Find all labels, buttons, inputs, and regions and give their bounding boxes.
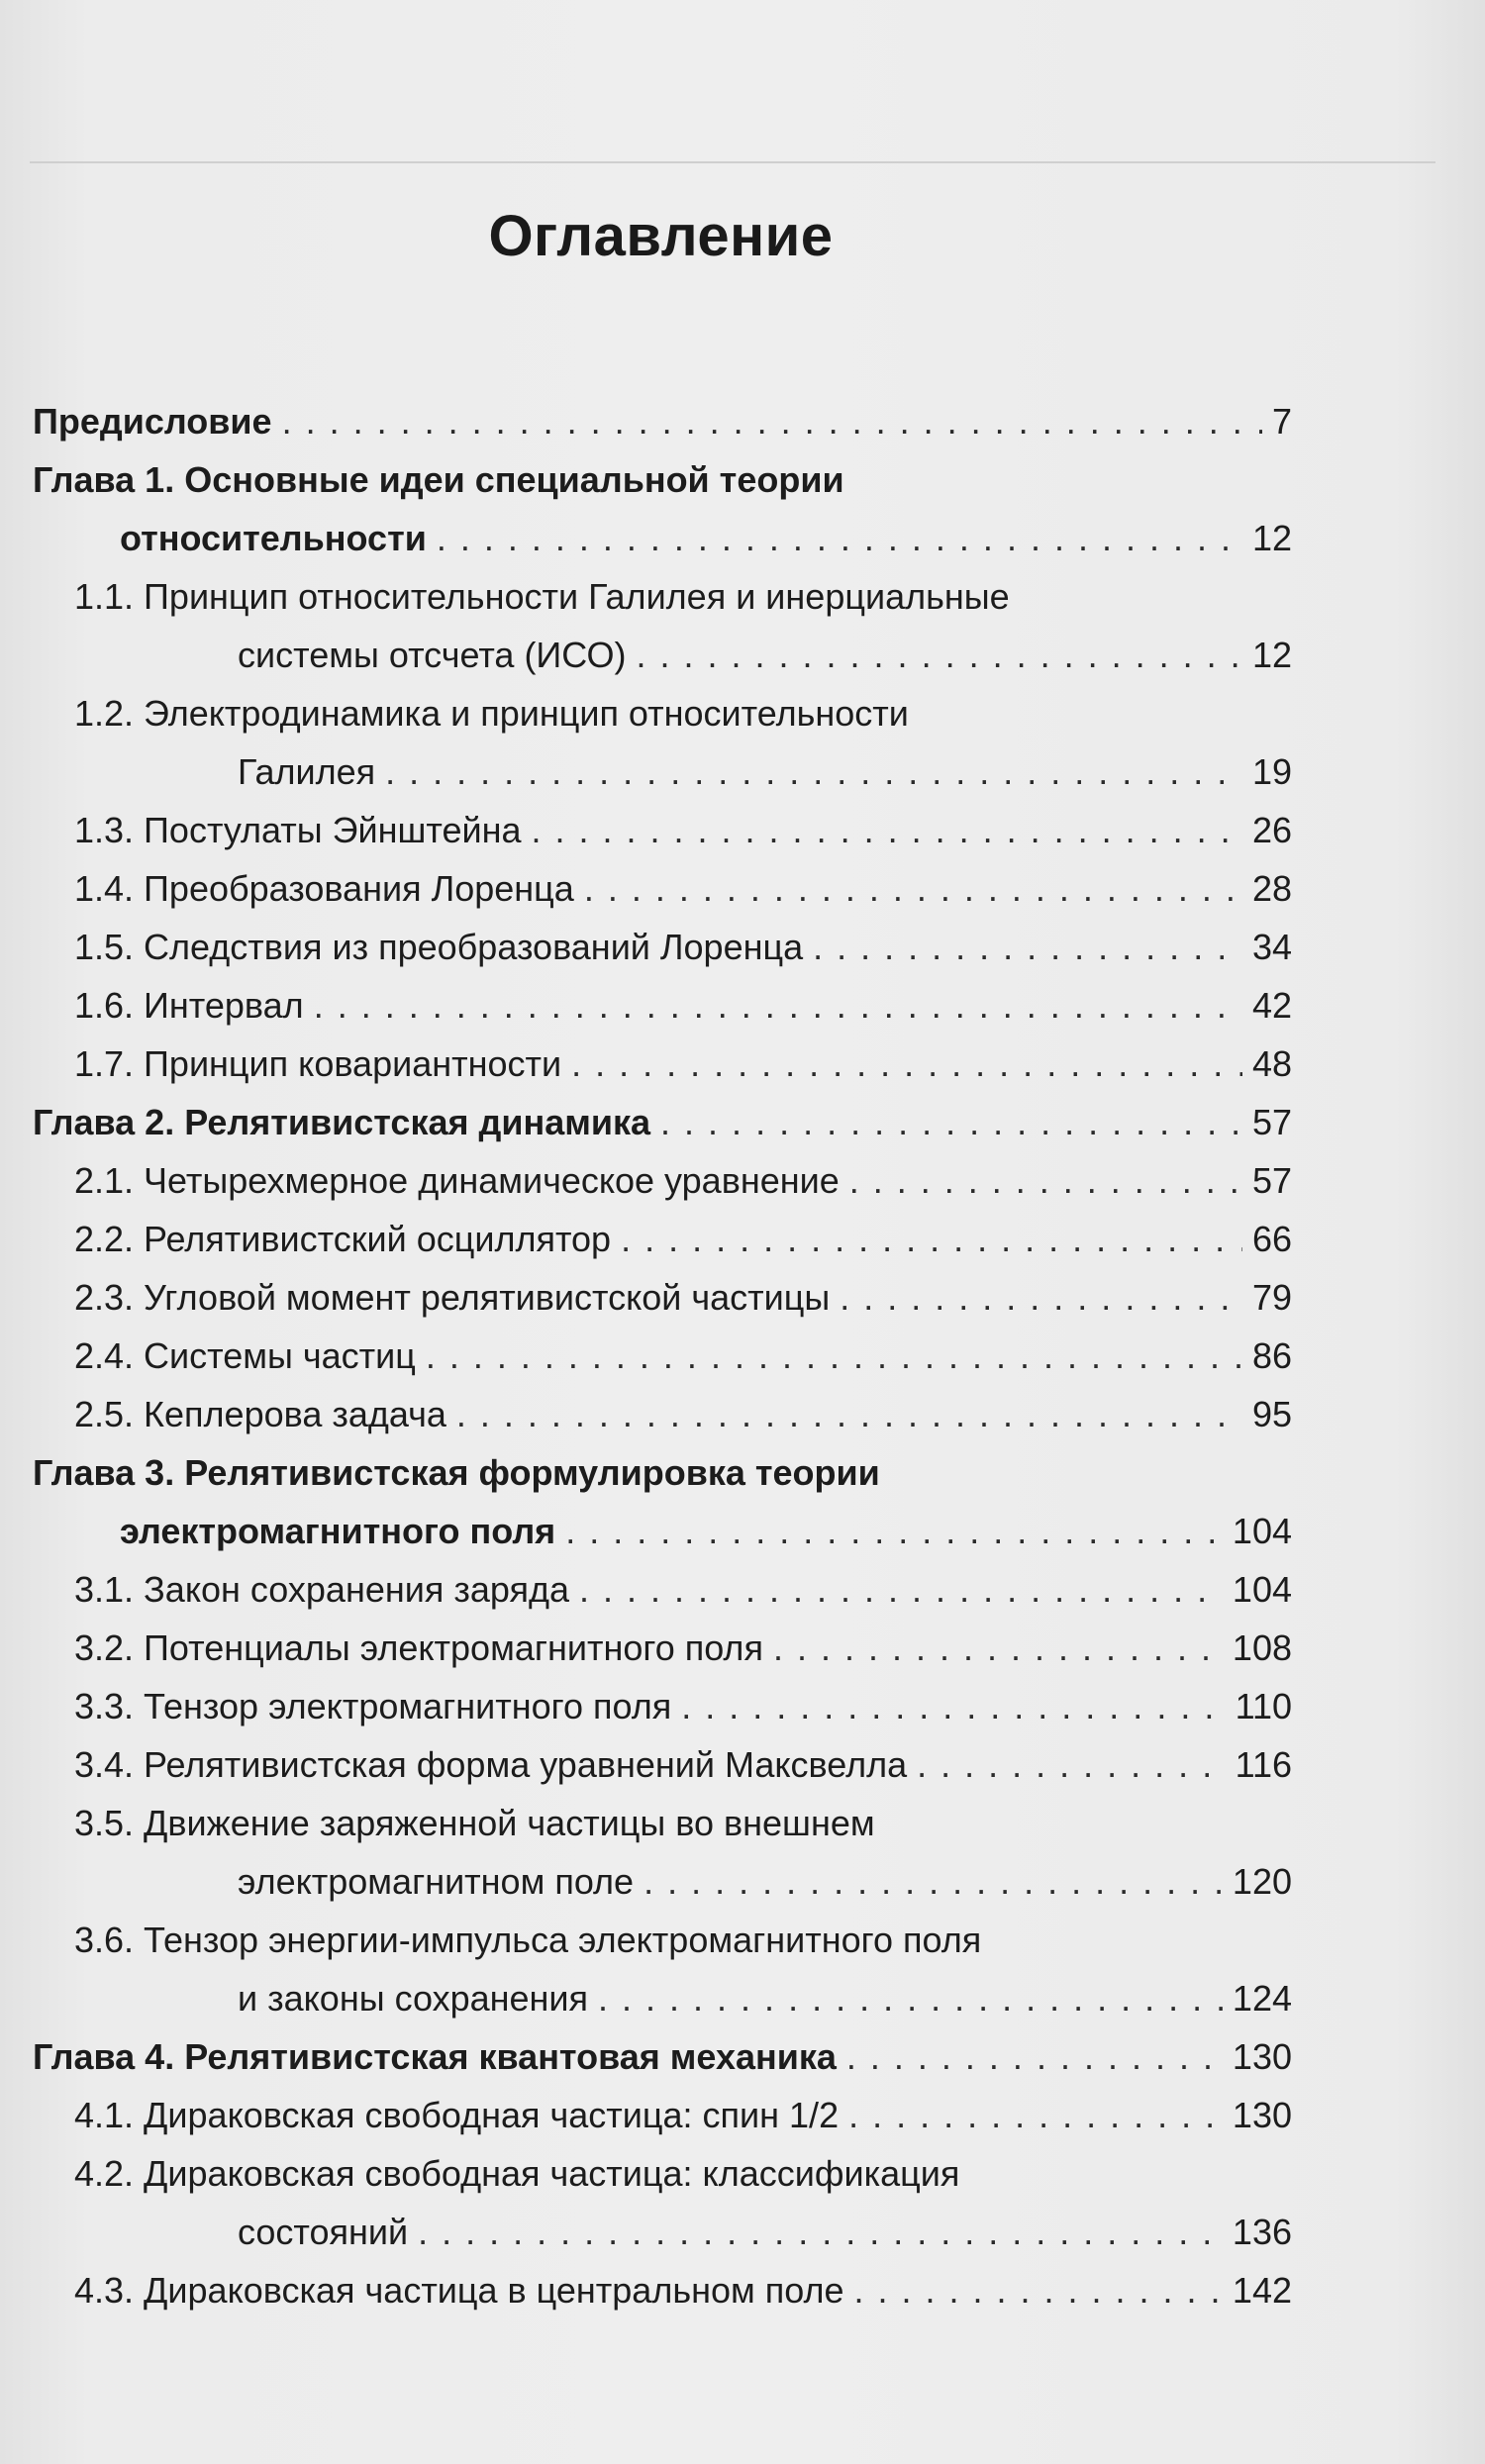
toc-entry-line [74,1794,1292,1852]
toc-entry-title: 3.6. Тензор энергии-импульса электромагнитного поля [74,1920,982,1960]
toc-entry-line [74,2144,1292,2203]
toc-page-number: 48 [1251,1043,1292,1084]
dot-leader [846,2027,1223,2086]
toc-entry-line [74,626,1292,684]
toc-section-entry[interactable] [33,801,1292,859]
toc-chapter-entry[interactable] [33,450,1292,567]
toc-entry-title: 4.2. Дираковская свободная частица: классификация [74,2153,960,2194]
toc-entry-line [74,1385,1292,1443]
dot-leader [621,1210,1242,1268]
toc-entry-line [74,801,1292,859]
toc-entry-line [74,742,1292,801]
dot-leader [637,626,1242,684]
dot-leader [456,1385,1242,1443]
toc-entry-line [33,1443,1292,1502]
toc-entry-line [33,1093,1292,1151]
toc-page-number: 110 [1235,1686,1292,1726]
toc-entry-title: 1.1. Принцип относительности Галилея и инерциальные [74,576,1010,617]
toc-entry-line [74,1151,1292,1210]
toc-entry-title: 2.2. Релятивистский осциллятор [74,1219,612,1259]
toc-page-number: 28 [1251,868,1292,909]
toc-section-entry[interactable] [33,1151,1292,1210]
toc-chapter-entry[interactable] [33,1443,1292,1560]
toc-section-entry[interactable] [33,976,1292,1035]
toc-page-number: 34 [1251,927,1292,967]
toc-page-number: 124 [1232,1978,1292,2019]
toc-entry-title: состояний [238,2212,409,2252]
toc-section-entry[interactable] [33,2086,1292,2144]
toc-section-entry[interactable] [33,1735,1292,1794]
toc-section-entry[interactable] [33,859,1292,918]
toc-entry-title: 3.2. Потенциалы электромагнитного поля [74,1627,763,1668]
page-title: Оглавление [488,204,834,268]
toc-chapter-entry[interactable] [33,1093,1292,1151]
toc-page-number: 104 [1232,1569,1292,1610]
toc-entry-line [74,1911,1292,1969]
toc-page-number: 142 [1232,2270,1292,2311]
toc-section-entry[interactable] [33,1327,1292,1385]
dot-leader [426,1327,1242,1385]
header-rule [30,161,1436,163]
toc-page-number: 19 [1251,751,1292,792]
toc-page-number: 26 [1251,810,1292,850]
toc-page-number: 42 [1251,985,1292,1026]
toc-page-number: 86 [1251,1335,1292,1376]
toc-entry-title: электромагнитного поля [120,1511,556,1551]
dot-leader [644,1852,1223,1911]
toc-entry-title: системы отсчета (ИСО) [238,635,627,675]
toc-page-number: 7 [1271,401,1292,442]
toc-entry-title: 1.6. Интервал [74,985,304,1026]
toc-section-entry[interactable] [33,1210,1292,1268]
toc-page-number: 120 [1232,1861,1292,1902]
toc-entry-line [74,976,1292,1035]
toc-page-number: 104 [1232,1511,1292,1551]
toc-entry-title: Глава 1. Основные идеи специальной теории [33,459,844,500]
toc-entry-title: Галилея [238,751,376,792]
toc-entry-line [74,684,1292,742]
dot-leader [849,1151,1242,1210]
toc-entry-title: Предисловие [33,401,272,442]
dot-leader [773,1619,1223,1677]
toc-entry-line [33,392,1292,450]
toc-entry-title: 1.7. Принцип ковариантности [74,1043,562,1084]
toc-entry-line [33,509,1292,567]
toc-entry-line [74,1560,1292,1619]
toc-entry-title: 2.1. Четырехмерное динамическое уравнение [74,1160,840,1201]
toc-section-entry[interactable] [33,567,1292,684]
toc-section-entry[interactable] [33,918,1292,976]
toc-section-entry[interactable] [33,1560,1292,1619]
toc-entry-title: 2.3. Угловой момент релятивистской частицы [74,1277,831,1318]
toc-page-number: 136 [1232,2212,1292,2252]
toc-entry-line [74,1268,1292,1327]
toc-entry-line [74,859,1292,918]
toc-section-entry[interactable] [33,1035,1292,1093]
toc-entry-title: Глава 3. Релятивистская формулировка теории [33,1452,880,1493]
toc-entry-title: 4.1. Дираковская свободная частица: спин 1/2 [74,2095,840,2135]
toc-section-entry[interactable] [33,1911,1292,2027]
dot-leader [813,918,1242,976]
toc-entry-line [74,1619,1292,1677]
dot-leader [437,509,1242,567]
dot-leader [282,392,1262,450]
toc-chapter-entry[interactable] [33,2027,1292,2086]
toc-entry-title: 1.5. Следствия из преобразований Лоренца [74,927,804,967]
toc-entry-title: 3.4. Релятивистская форма уравнений Максвелла [74,1744,908,1785]
dot-leader [598,1969,1223,2027]
toc-page-number: 79 [1251,1277,1292,1318]
dot-leader [848,2086,1223,2144]
toc-entry-line [74,2086,1292,2144]
toc-entry-title: 1.4. Преобразования Лоренца [74,868,574,909]
toc-section-entry[interactable] [33,1794,1292,1911]
toc-page-number: 130 [1232,2036,1292,2077]
toc-entry-line [74,2203,1292,2261]
toc-chapter-entry[interactable] [33,392,1292,450]
toc-page-number: 12 [1251,518,1292,558]
toc-page-number: 57 [1251,1102,1292,1142]
toc-section-entry[interactable] [33,1385,1292,1443]
toc-section-entry[interactable] [33,2261,1292,2319]
dot-leader [854,2261,1223,2319]
toc-entry-title: 1.3. Постулаты Эйнштейна [74,810,522,850]
toc-page-number: 57 [1251,1160,1292,1201]
toc-entry-title: электромагнитном поле [238,1861,635,1902]
dot-leader [584,859,1242,918]
toc-entry-title: 3.3. Тензор электромагнитного поля [74,1686,672,1726]
dot-leader [840,1268,1242,1327]
toc-entry-title: 3.1. Закон сохранения заряда [74,1569,569,1610]
toc-entry-line [74,1035,1292,1093]
table-of-contents [33,392,1292,2319]
toc-entry-line [74,1969,1292,2027]
dot-leader [571,1035,1242,1093]
toc-entry-title: 3.5. Движение заряженной частицы во внешнем [74,1803,875,1843]
toc-page-number: 66 [1251,1219,1292,1259]
toc-entry-title: и законы сохранения [238,1978,589,2019]
toc-entry-line [74,1735,1292,1794]
toc-entry-title: относительности [120,518,427,558]
dot-leader [917,1735,1225,1794]
toc-entry-title: 2.4. Системы частиц [74,1335,416,1376]
toc-page-number: 12 [1251,635,1292,675]
toc-entry-line [33,2027,1292,2086]
toc-entry-line [74,1210,1292,1268]
dot-leader [565,1502,1223,1560]
toc-section-entry[interactable] [33,2144,1292,2261]
toc-entry-title: Глава 4. Релятивистская квантовая механика [33,2036,837,2077]
toc-page-number: 130 [1232,2095,1292,2135]
dot-leader [418,2203,1223,2261]
toc-entry-title: 1.2. Электродинамика и принцип относительности [74,693,909,734]
toc-page-number: 95 [1251,1394,1292,1434]
toc-entry-line [74,1327,1292,1385]
dot-leader [681,1677,1225,1735]
dot-leader [314,976,1242,1035]
toc-page-number: 108 [1232,1627,1292,1668]
toc-entry-line [33,1502,1292,1560]
toc-entry-title: Глава 2. Релятивистская динамика [33,1102,651,1142]
dot-leader [660,1093,1242,1151]
toc-section-entry[interactable] [33,1619,1292,1677]
toc-entry-title: 4.3. Дираковская частица в центральном поле [74,2270,844,2311]
toc-entry-line [74,1677,1292,1735]
toc-section-entry[interactable] [33,1677,1292,1735]
toc-section-entry[interactable] [33,684,1292,801]
dot-leader [385,742,1242,801]
dot-leader [579,1560,1223,1619]
toc-entry-line [33,450,1292,509]
toc-entry-line [74,2261,1292,2319]
toc-entry-line [74,1852,1292,1911]
toc-section-entry[interactable] [33,1268,1292,1327]
toc-entry-line [74,918,1292,976]
toc-entry-title: 2.5. Кеплерова задача [74,1394,446,1434]
toc-entry-line [74,567,1292,626]
dot-leader [532,801,1242,859]
toc-page-number: 116 [1235,1744,1292,1785]
